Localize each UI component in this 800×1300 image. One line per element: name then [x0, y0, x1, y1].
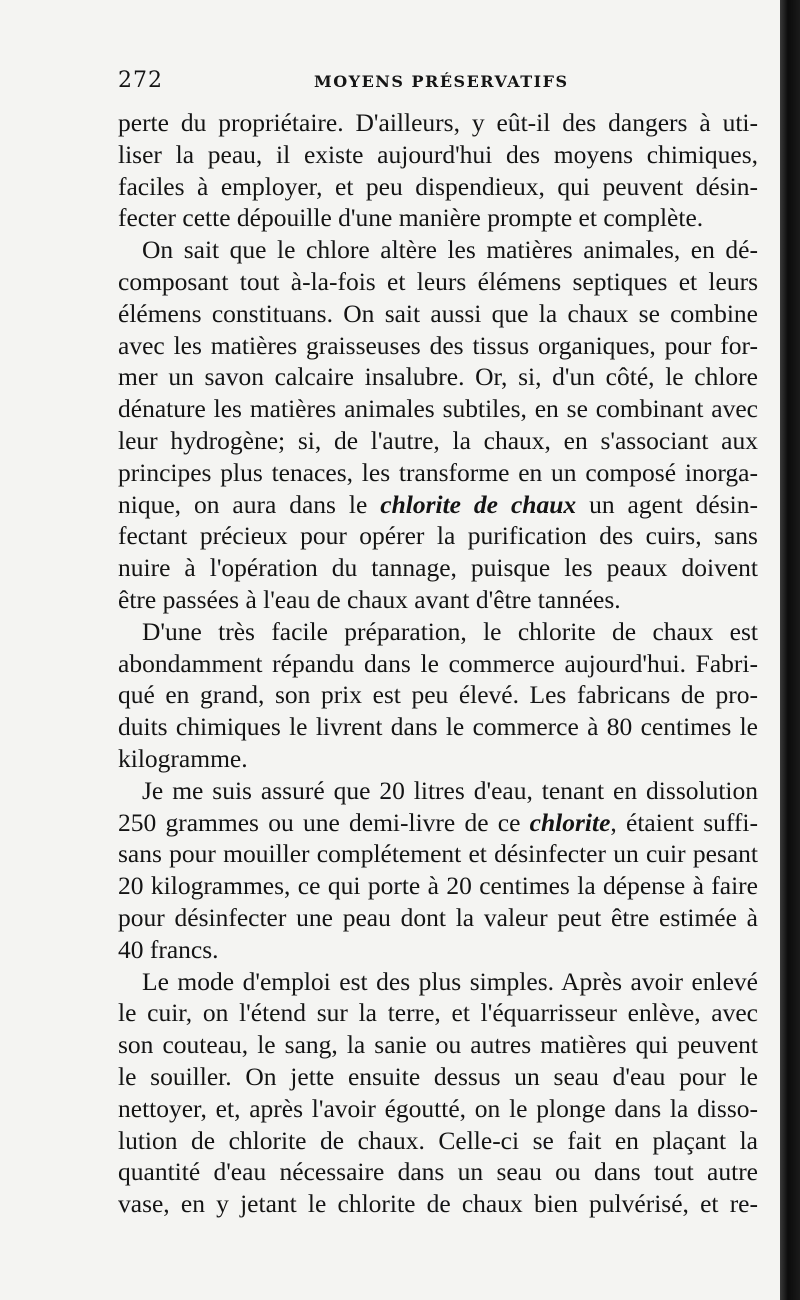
text-line: Le mode d'emploi est des plus simples. Après avoir enlevé — [142, 966, 758, 996]
text-line: 250 grammes ou une demi-livre de ce chlorite, étaient suffi- — [118, 807, 758, 837]
italic-term: chlorite — [529, 807, 611, 837]
text-line: nuire à l'opération du tannage, puisque les peaux doivent — [118, 553, 758, 583]
text-line: liser la peau, il existe aujourd'hui des moyens chimiques, — [118, 139, 758, 169]
text-line: nettoyer, et, après l'avoir égoutté, on le plonge dans la disso- — [118, 1093, 758, 1123]
text-line: kilogramme. — [118, 743, 248, 773]
text-line: élémens constituans. On sait aussi que la chaux se combine — [118, 298, 758, 328]
text-line: vase, en y jetant le chlorite de chaux bien pulvérisé, et re- — [118, 1189, 758, 1219]
body-text — [118, 107, 758, 1220]
text-line: le souiller. On jette ensuite dessus un seau d'eau pour le — [118, 1061, 758, 1091]
text-line: le cuir, on l'étend sur la terre, et l'équarrisseur enlève, avec — [118, 998, 758, 1028]
text-line: duits chimiques le livrent dans le commerce à 80 centimes le — [118, 712, 758, 742]
text-line: être passées à l'eau de chaux avant d'être tannées. — [118, 584, 621, 614]
text-line: faciles à employer, et peu dispendieux, qui peuvent désin- — [118, 171, 758, 201]
text-line: Je me suis assuré que 20 litres d'eau, tenant en dissolution — [142, 775, 758, 805]
text-line: son couteau, le sang, la sanie ou autres matières qui peuvent — [118, 1030, 758, 1060]
page-header — [118, 68, 758, 98]
text-line: pour désinfecter une peau dont la valeur peut être estimée à — [118, 902, 758, 932]
text-line: avec les matières graisseuses des tissus organiques, pour for- — [118, 330, 758, 360]
text-line: fecter cette dépouille d'une manière prompte et complète. — [118, 203, 704, 233]
text-line: abondamment répandu dans le commerce aujourd'hui. Fabri- — [118, 648, 758, 678]
text-line: qué en grand, son prix est peu élevé. Les fabricans de pro- — [118, 680, 758, 710]
text-line: On sait que le chlore altère les matières animales, en dé- — [142, 235, 758, 265]
text-line: leur hydrogène; si, de l'autre, la chaux, en s'associant aux — [118, 425, 758, 455]
text-line: perte du propriétaire. D'ailleurs, y eût-il des dangers à uti- — [118, 108, 758, 137]
text-line: sans pour mouiller complétement et désinfecter un cuir pesant — [118, 839, 758, 869]
text-line: fectant précieux pour opérer la purification des cuirs, sans — [118, 521, 758, 551]
text-line: mer un savon calcaire insalubre. Or, si, d'un côté, le chlore — [118, 362, 758, 392]
text-line: nique, on aura dans le chlorite de chaux un agent désin- — [118, 489, 758, 519]
text-line: D'une très facile préparation, le chlorite de chaux est — [142, 616, 758, 646]
text-line: lution de chlorite de chaux. Celle-ci se fait en plaçant la — [118, 1125, 758, 1155]
text-line: 40 francs. — [118, 934, 219, 964]
running-title: MOYENS PRÉSERVATIFS — [314, 72, 569, 91]
text-line: composant tout à-la-fois et leurs élémens septiques et leurs — [118, 266, 758, 296]
page-number: 272 — [118, 68, 163, 93]
text-line: principes plus tenaces, les transforme en un composé inorga- — [118, 457, 758, 487]
text-line: quantité d'eau nécessaire dans un seau ou dans tout autre — [118, 1157, 758, 1187]
text-line: 20 kilogrammes, ce qui porte à 20 centimes la dépense à faire — [118, 871, 758, 901]
text-line: dénature les matières animales subtiles, en se combinant avec — [118, 394, 758, 424]
page-edge-shadow — [780, 0, 800, 1300]
italic-term: chlorite de chaux — [380, 489, 577, 519]
